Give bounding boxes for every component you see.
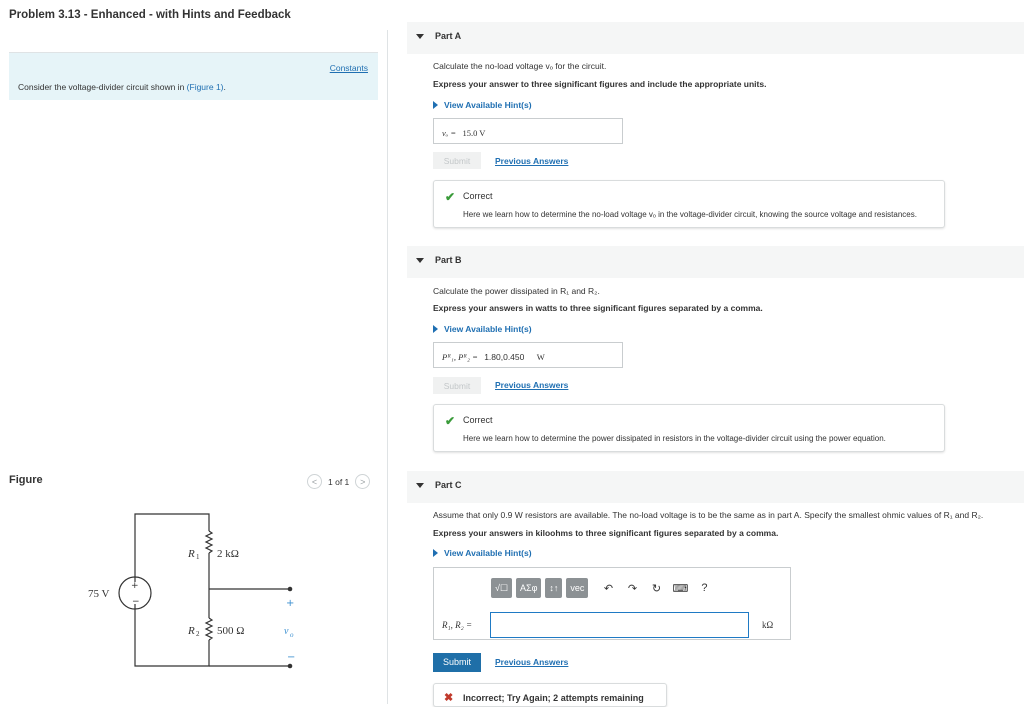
part-b-answer-box [433, 342, 623, 368]
resistor-r2 [206, 618, 212, 640]
part-a-title: Part A [435, 31, 462, 41]
check-icon: ✔ [445, 190, 456, 204]
prev-figure-button[interactable]: < [307, 474, 322, 489]
collapse-icon [416, 258, 424, 263]
part-b-previous-answers-link[interactable]: Previous Answers [495, 380, 569, 390]
reset-icon[interactable]: ↻ [651, 582, 662, 595]
check-icon: ✔ [445, 414, 456, 428]
feedback-title: Correct [463, 191, 493, 201]
page-title: Problem 3.13 - Enhanced - with Hints and Feedback [9, 9, 291, 21]
expand-icon [433, 101, 438, 109]
part-a-feedback [433, 180, 945, 228]
next-figure-button[interactable]: > [355, 474, 370, 489]
context-sentence-end: . [223, 82, 226, 92]
part-b-instruction: Express your answers in watts to three significant figures separated by a comma. [433, 303, 763, 313]
source-voltage-label: 75 V [88, 588, 110, 600]
source-plus: + [131, 581, 139, 591]
r2-subscript: 2 [196, 630, 200, 638]
collapse-icon [416, 483, 424, 488]
r1-value: 2 kΩ [217, 548, 239, 560]
r2-value: 500 Ω [217, 625, 245, 637]
answer-unit: kΩ [762, 620, 774, 630]
redo-icon[interactable]: ↷ [627, 582, 638, 595]
part-c-feedback [433, 683, 667, 707]
feedback-message: Here we learn how to determine the power dissipated in resistors in the voltage-divider circuit using the power equation. [463, 434, 886, 443]
help-icon[interactable]: ? [701, 582, 708, 594]
answer-label: R₁, R₂ = [442, 620, 473, 630]
vo-subscript: o [290, 631, 294, 639]
part-c-answer-editor [433, 567, 791, 640]
part-b-feedback [433, 404, 945, 452]
feedback-title: Correct [463, 415, 493, 425]
context-sentence: Consider the voltage-divider circuit shown in [18, 82, 187, 92]
vo-minus: − [287, 652, 296, 663]
part-b-header[interactable] [407, 246, 1024, 278]
answer-label: vₒ = [442, 128, 457, 138]
figure-heading: Figure [9, 474, 43, 486]
part-b-submit-button[interactable]: Submit [433, 377, 481, 394]
part-b-hint-link[interactable] [433, 324, 532, 334]
part-c-question: Assume that only 0.9 W resistors are available. The no-load voltage is to be the same as in part A. Specify the smallest ohmic values of R₁ and R₂. [433, 510, 984, 520]
part-a-submit-button[interactable]: Submit [433, 152, 481, 169]
part-c-title: Part C [435, 480, 462, 490]
part-c-header[interactable] [407, 471, 1024, 503]
vo-plus: + [286, 598, 295, 609]
r2-symbol: R [188, 625, 195, 637]
part-b-title: Part B [435, 255, 462, 265]
feedback-message: Here we learn how to determine the no-load voltage vₒ in the voltage-divider circuit, knowing the source voltage and resistances. [463, 210, 917, 219]
x-icon: ✖ [444, 692, 454, 704]
part-b-question: Calculate the power dissipated in R₁ and R₂. [433, 286, 600, 296]
wire-top [135, 514, 209, 582]
part-a-header[interactable] [407, 22, 1024, 54]
vo-symbol: v [284, 626, 289, 637]
part-a-instruction: Express your answer to three significant figures and include the appropriate units. [433, 79, 767, 89]
answer-value: 1.80,0.450 [484, 352, 525, 362]
collapse-icon [416, 34, 424, 39]
units-button[interactable]: ↕↑ [545, 578, 562, 598]
keyboard-icon[interactable]: ⌨ [672, 582, 689, 595]
r1-symbol: R [188, 548, 195, 560]
hint-label: View Available Hint(s) [444, 100, 532, 110]
terminal-top [288, 587, 293, 592]
context-text [18, 82, 226, 92]
templates-button[interactable]: √☐ [491, 578, 512, 598]
answer-unit: W [536, 352, 545, 362]
symbols-button[interactable]: AΣφ [516, 578, 541, 598]
part-c-submit-button[interactable]: Submit [433, 653, 481, 672]
circuit-figure [78, 505, 308, 675]
pane-divider[interactable] [387, 30, 388, 704]
hint-label: View Available Hint(s) [444, 324, 532, 334]
math-toolbar [491, 578, 714, 598]
part-a-question: Calculate the no-load voltage vₒ for the circuit. [433, 61, 607, 71]
part-a-hint-link[interactable] [433, 100, 532, 110]
part-c-answer-input[interactable] [490, 612, 749, 638]
part-c-hint-link[interactable] [433, 548, 532, 558]
expand-icon [433, 549, 438, 557]
figure-link[interactable]: (Figure 1) [186, 82, 224, 92]
part-a-answer-box [433, 118, 623, 144]
figure-pager [307, 474, 370, 489]
part-a-previous-answers-link[interactable]: Previous Answers [495, 156, 569, 166]
expand-icon [433, 325, 438, 333]
hint-label: View Available Hint(s) [444, 548, 532, 558]
terminal-bottom [288, 664, 293, 669]
answer-value: 15.0 V [462, 128, 486, 138]
r1-subscript: 1 [196, 553, 200, 561]
source-minus: − [132, 597, 140, 607]
undo-icon[interactable]: ↶ [603, 582, 614, 595]
constants-link[interactable]: Constants [329, 63, 368, 73]
part-c-previous-answers-link[interactable]: Previous Answers [495, 657, 569, 667]
part-c-instruction: Express your answers in kiloohms to three significant figures separated by a comma. [433, 528, 779, 538]
feedback-title: Incorrect; Try Again; 2 attempts remaining [463, 693, 644, 703]
vector-button[interactable]: vec [566, 578, 588, 598]
answer-label: Pᴿ₁, Pᴿ₂ = [442, 352, 478, 362]
problem-context [9, 53, 378, 100]
resistor-r1 [206, 531, 212, 553]
figure-page-count: 1 of 1 [328, 476, 350, 487]
